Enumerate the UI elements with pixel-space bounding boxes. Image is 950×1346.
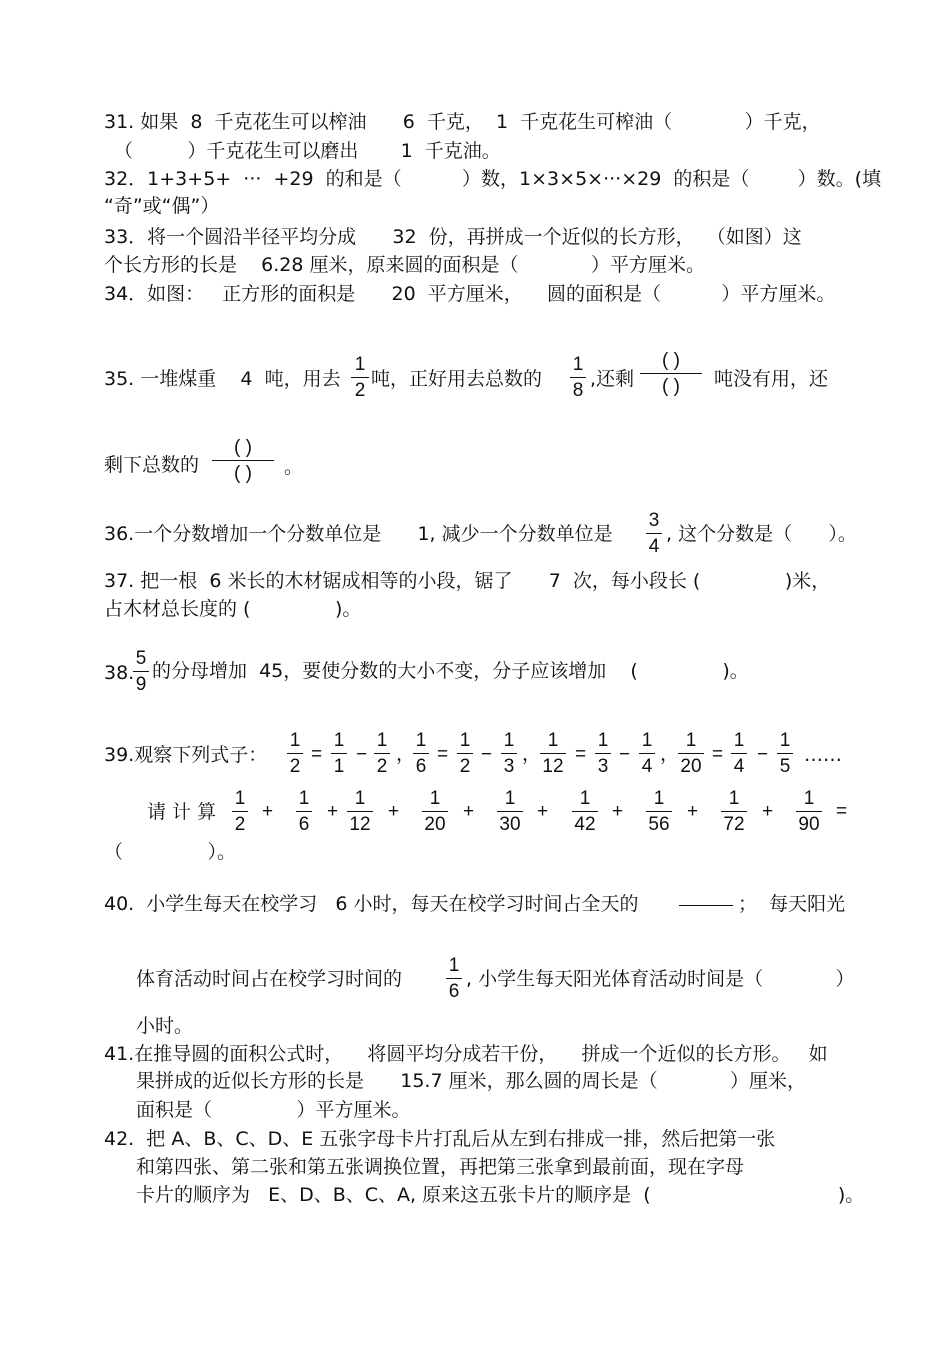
q39-sum-fraction-9: 1 90 [796, 788, 822, 835]
q32-line2: “奇”或“偶”） [104, 195, 220, 217]
minus-sign: − [356, 744, 368, 765]
plus-sign: + [463, 801, 475, 822]
q35-text-1: 35. 一堆煤重 4 吨，用去 [104, 368, 341, 390]
q40-line1a: 40. 小学生每天在校学习 6 小时，每天在校学习时间占全天的 [104, 893, 639, 915]
q42-line3: 卡片的顺序为 E、D、B、C、A, 原来这五张卡片的顺序是 ( )。 [136, 1184, 865, 1206]
q39-fraction-3: 1 2 [374, 730, 390, 777]
q39-sum-fraction-3: 1 12 [347, 788, 373, 835]
q38-text: 的分母增加 45，要使分数的大小不变，分子应该增加 ( )。 [152, 660, 749, 682]
q35-text-2: 吨，正好用去总数的 [371, 368, 543, 390]
q40-line2b: , 小学生每天阳光体育活动时间是（ ） [466, 968, 855, 990]
q41-line2: 果拼成的近似长方形的长是 15.7 厘米，那么圆的周长是（ ）厘米， [136, 1070, 807, 1092]
q39-prefix: 39.观察下列式子： [104, 744, 268, 766]
q39-fraction-5: 1 2 [457, 730, 473, 777]
q33-line2: 个长方形的长是 6.28 厘米，原来圆的面积是（ ）平方厘米。 [104, 254, 705, 276]
q35-fraction-half: 1 2 [351, 354, 369, 401]
q42-line1: 42. 把 A、B、C、D、E 五张字母卡片打乱后从左到右排成一排，然后把第一张 [104, 1128, 776, 1150]
q35-fraction-eighth: 1 8 [570, 354, 586, 401]
q39-sum-fraction-7: 1 56 [646, 788, 672, 835]
q39-fraction-1: 1 2 [287, 730, 303, 777]
q40-answer-line [679, 905, 733, 906]
q35-text-4: 吨没有用，还 [714, 368, 829, 390]
q39-fraction-8: 1 3 [595, 730, 611, 777]
minus-sign: − [757, 744, 769, 765]
equals-sign: = [311, 744, 323, 765]
q38-fraction: 5 9 [133, 648, 149, 695]
q31-line1: 31. 如果 8 千克花生可以榨油 6 千克， 1 千克花生可榨油（ ）千克， [104, 111, 821, 133]
q39-sum-fraction-8: 1 72 [721, 788, 747, 835]
q39-sum-fraction-5: 1 30 [497, 788, 523, 835]
q36-text-2: , 这个分数是（ ）。 [666, 523, 857, 545]
q39-sum-fraction-6: 1 42 [572, 788, 598, 835]
q39-calc-label: 请 计 算 [147, 801, 217, 823]
q35-blank-fraction-1: ( ) ( ) [640, 350, 702, 397]
plus-sign: + [327, 801, 339, 822]
minus-sign: − [481, 744, 493, 765]
q42-line2: 和第四张、第二张和第五张调换位置，再把第三张拿到最前面，现在字母 [136, 1156, 745, 1178]
equals-sign: = [712, 744, 724, 765]
plus-sign: + [762, 801, 774, 822]
equals-sign: = [437, 744, 449, 765]
q31-line2: （ ）千克花生可以磨出 1 千克油。 [114, 140, 501, 162]
q40-fraction: 1 6 [446, 955, 462, 1002]
q37-line1: 37. 把一根 6 米长的木材锯成相等的小段，锯了 7 次，每小段长 ( )米， [104, 570, 831, 592]
q39-fraction-11: 1 4 [731, 730, 747, 777]
q39-ellipsis: …… [804, 744, 842, 766]
plus-sign: + [612, 801, 624, 822]
q36-fraction: 3 4 [646, 510, 662, 557]
q36-text-1: 36.一个分数增加一个分数单位是 1, 减少一个分数单位是 [104, 523, 613, 545]
q35-text-3: ,还剩 [590, 368, 635, 390]
q39-fraction-7: 1 12 [540, 730, 566, 777]
q39-fraction-6: 1 3 [501, 730, 517, 777]
q41-line1: 41.在推导圆的面积公式时， 将圆平均分成若干份， 拼成一个近似的长方形。 如 [104, 1043, 828, 1065]
q39-sum-fraction-1: 1 2 [232, 788, 248, 835]
q39-fraction-9: 1 4 [639, 730, 655, 777]
comma: ， [396, 744, 416, 765]
q40-line1b: ； 每天阳光 [738, 893, 846, 915]
equals-sign: = [836, 801, 848, 822]
q39-fraction-2: 1 1 [331, 730, 347, 777]
q40-line3: 小时。 [136, 1015, 194, 1037]
q35-text-6: 。 [284, 456, 304, 478]
q35-text-5: 剩下总数的 [104, 454, 200, 476]
equals-sign: = [575, 744, 587, 765]
comma: ， [522, 744, 542, 765]
q39-fraction-12: 1 5 [777, 730, 793, 777]
minus-sign: − [619, 744, 631, 765]
plus-sign: + [262, 801, 274, 822]
q41-line3: 面积是（ ）平方厘米。 [136, 1099, 411, 1121]
q37-line2: 占木材总长度的 ( )。 [104, 598, 362, 620]
q39-fraction-4: 1 6 [413, 730, 429, 777]
q39-fraction-10: 1 20 [678, 730, 704, 777]
comma: ， [660, 744, 680, 765]
q32-line1: 32．1+3+5+ ··· +29 的和是（ ）数，1×3×5×···×29 的积是（ ）数。(填 [104, 168, 882, 190]
q38-prefix: 38. [104, 662, 135, 684]
q40-line2a: 体育活动时间占在校学习时间的 [136, 968, 403, 990]
q33-line1: 33．将一个圆沿半径平均分成 32 份，再拼成一个近似的长方形， （如图）这 [104, 226, 802, 248]
q39-sum-fraction-4: 1 20 [422, 788, 448, 835]
q39-sum-fraction-2: 1 6 [296, 788, 312, 835]
plus-sign: + [687, 801, 699, 822]
plus-sign: + [537, 801, 549, 822]
q34-line1: 34．如图： 正方形的面积是 20 平方厘米， 圆的面积是（ ）平方厘米。 [104, 283, 836, 305]
plus-sign: + [388, 801, 400, 822]
q35-blank-fraction-2: ( ) ( ) [212, 437, 274, 484]
q39-answer-blank: （ ）。 [104, 841, 237, 863]
